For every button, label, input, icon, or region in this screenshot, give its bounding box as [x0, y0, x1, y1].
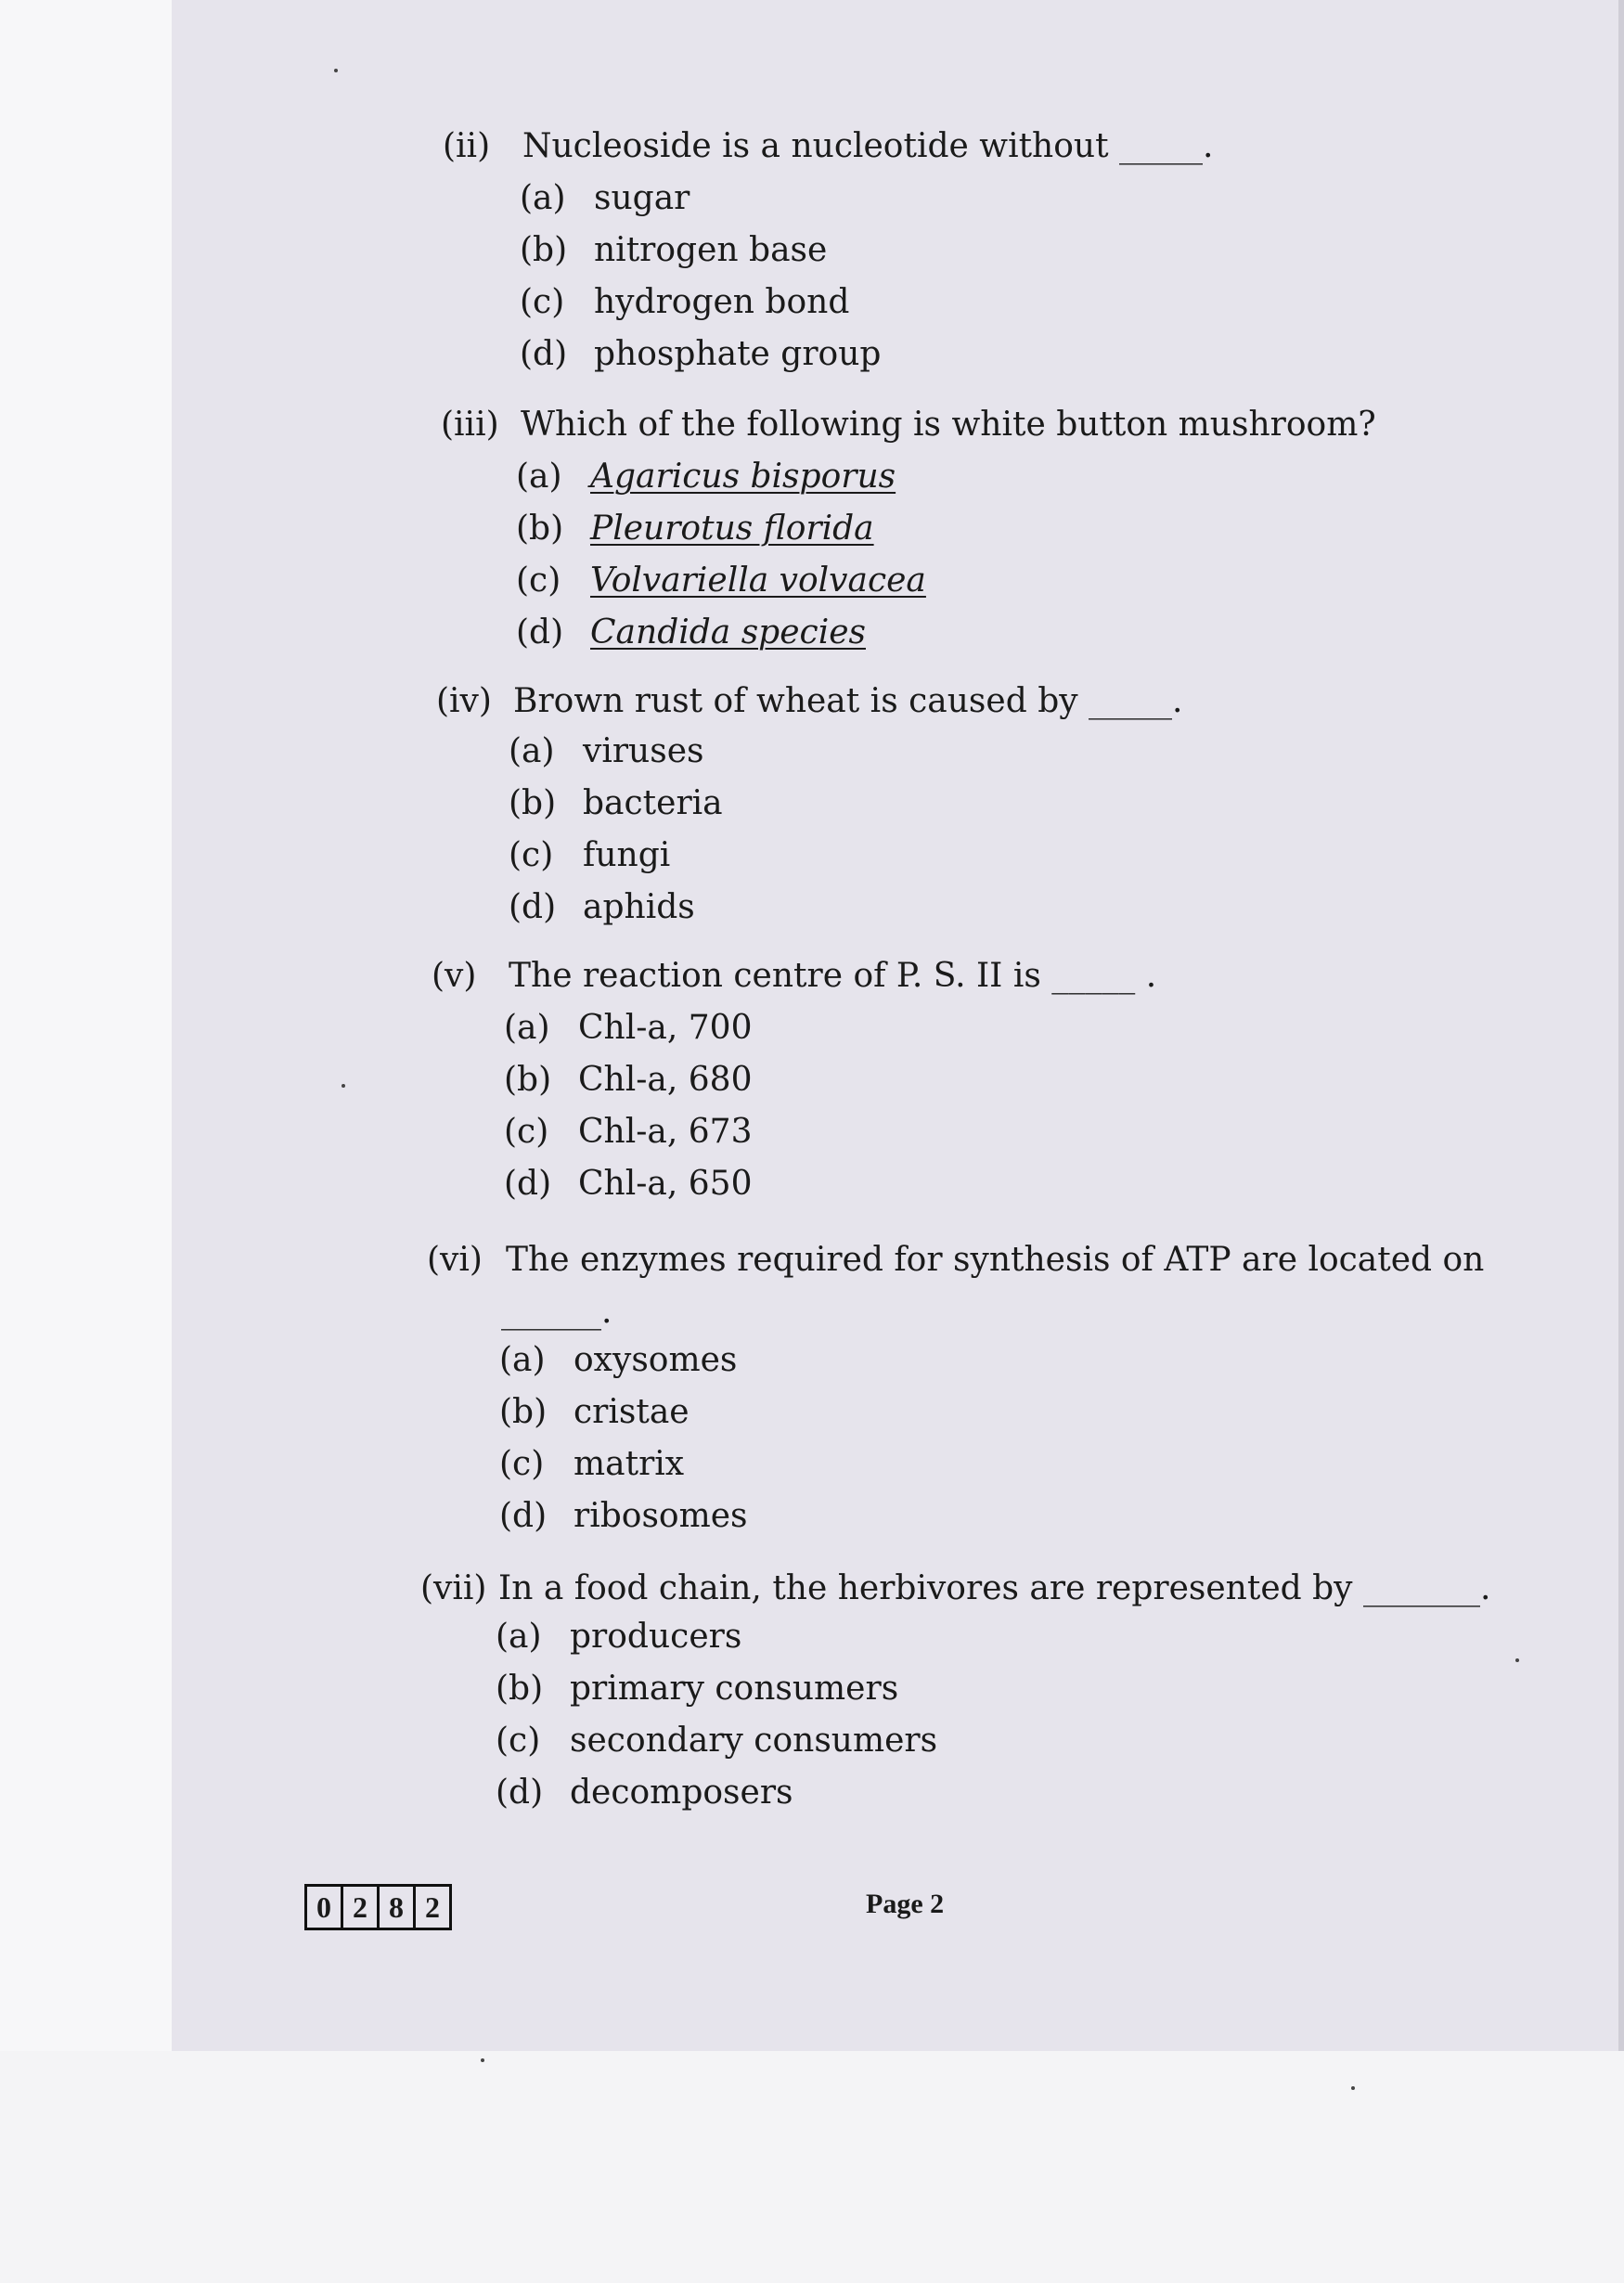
option-letter: (a)	[516, 458, 562, 496]
option-a	[499, 1340, 737, 1381]
option-text: Volvariella volvacea	[590, 561, 926, 600]
option-text: Chl-a, 700	[578, 1009, 753, 1047]
option-a	[496, 1617, 741, 1657]
option-a	[520, 178, 690, 219]
option-text: phosphate group	[594, 335, 882, 373]
option-text: Chl-a, 650	[578, 1165, 753, 1203]
option-letter: (b)	[509, 784, 557, 822]
paper-code-digit: 2	[425, 1890, 440, 1924]
option-letter: (d)	[504, 1165, 552, 1203]
question-number: (iii)	[441, 406, 499, 444]
option-a	[509, 731, 704, 772]
option-letter: (c)	[504, 1113, 549, 1151]
question-number: (vi)	[427, 1241, 483, 1279]
question-text: The reaction centre of P. S. II is _____ .	[509, 957, 1157, 995]
option-text: hydrogen bond	[594, 283, 850, 321]
option-text: ribosomes	[574, 1497, 748, 1535]
option-text: oxysomes	[574, 1341, 738, 1379]
option-letter: (a)	[499, 1341, 546, 1379]
question-number: (v)	[432, 957, 477, 995]
option-text: secondary consumers	[570, 1722, 938, 1760]
option-c	[504, 1112, 752, 1153]
option-c	[499, 1444, 684, 1485]
option-letter: (d)	[516, 613, 564, 651]
option-b	[520, 230, 827, 271]
option-letter: (b)	[496, 1670, 544, 1708]
option-text: viruses	[583, 732, 704, 770]
question-text: In a food chain, the herbivores are represented by _______.	[498, 1569, 1491, 1607]
option-text: Pleurotus florida	[590, 509, 874, 548]
option-text: Agaricus bisporus	[590, 458, 896, 496]
option-b	[509, 783, 723, 824]
option-d	[499, 1496, 748, 1537]
option-letter: (a)	[520, 179, 566, 217]
scan-speck	[1515, 1658, 1519, 1662]
option-letter: (a)	[504, 1009, 550, 1047]
option-letter: (c)	[496, 1722, 541, 1760]
option-b	[516, 509, 874, 549]
question-text: Nucleoside is a nucleotide without _____.	[522, 127, 1214, 165]
option-b	[496, 1669, 898, 1709]
option-text: sugar	[594, 179, 690, 217]
option-text: primary consumers	[570, 1670, 899, 1708]
page-number: Page 2	[866, 1889, 945, 1919]
option-letter: (b)	[504, 1061, 552, 1099]
option-text: nitrogen base	[594, 231, 828, 269]
option-b	[499, 1392, 690, 1433]
scanner-background-left	[0, 0, 172, 2051]
option-c	[516, 561, 926, 601]
option-text: Chl-a, 680	[578, 1061, 753, 1099]
option-letter: (b)	[499, 1393, 548, 1431]
option-text: decomposers	[570, 1774, 793, 1812]
scan-speck	[334, 69, 338, 72]
option-c	[496, 1721, 937, 1761]
option-c	[509, 835, 670, 876]
question-text: Which of the following is white button mushroom?	[521, 406, 1376, 444]
option-a	[516, 457, 896, 497]
option-letter: (d)	[509, 888, 557, 926]
option-letter: (c)	[520, 283, 565, 321]
option-d	[509, 887, 695, 928]
option-letter: (d)	[520, 335, 568, 373]
option-letter: (d)	[496, 1774, 544, 1812]
option-letter: (c)	[499, 1445, 545, 1483]
option-letter: (a)	[509, 732, 555, 770]
option-a	[504, 1008, 752, 1049]
question-number: (vii)	[420, 1569, 487, 1607]
option-letter: (c)	[516, 561, 561, 600]
option-d	[496, 1773, 793, 1813]
question-text-continued: ______.	[501, 1293, 612, 1331]
question-text: Brown rust of wheat is caused by _____.	[513, 682, 1183, 720]
scanner-background-bottom	[0, 2051, 1624, 2283]
option-text: Candida species	[590, 613, 866, 651]
paper-code-digit: 0	[307, 1887, 343, 1928]
scan-speck	[481, 2058, 484, 2062]
question-number: (iv)	[436, 682, 492, 720]
option-text: bacteria	[583, 784, 723, 822]
question-number: (ii)	[443, 127, 491, 165]
paper-edge-shadow	[1618, 0, 1624, 2051]
paper-code-digit: 2	[343, 1887, 380, 1928]
option-text: Chl-a, 673	[578, 1113, 753, 1151]
option-letter: (d)	[499, 1497, 548, 1535]
option-text: fungi	[583, 836, 671, 874]
option-letter: (a)	[496, 1618, 542, 1656]
option-d	[516, 613, 866, 653]
option-text: producers	[570, 1618, 742, 1656]
option-d	[520, 334, 881, 375]
option-text: aphids	[583, 888, 695, 926]
option-d	[504, 1164, 752, 1205]
option-c	[520, 282, 849, 323]
question-text: The enzymes required for synthesis of ATP are located on	[506, 1241, 1485, 1279]
option-letter: (b)	[520, 231, 568, 269]
scan-speck	[342, 1084, 345, 1088]
option-text: cristae	[574, 1393, 690, 1431]
paper-code-digit: 8	[380, 1887, 416, 1928]
scan-speck	[1351, 2086, 1355, 2090]
option-b	[504, 1060, 752, 1101]
option-text: matrix	[574, 1445, 685, 1483]
option-letter: (c)	[509, 836, 554, 874]
option-letter: (b)	[516, 509, 564, 548]
paper-code-box	[304, 1884, 452, 1930]
